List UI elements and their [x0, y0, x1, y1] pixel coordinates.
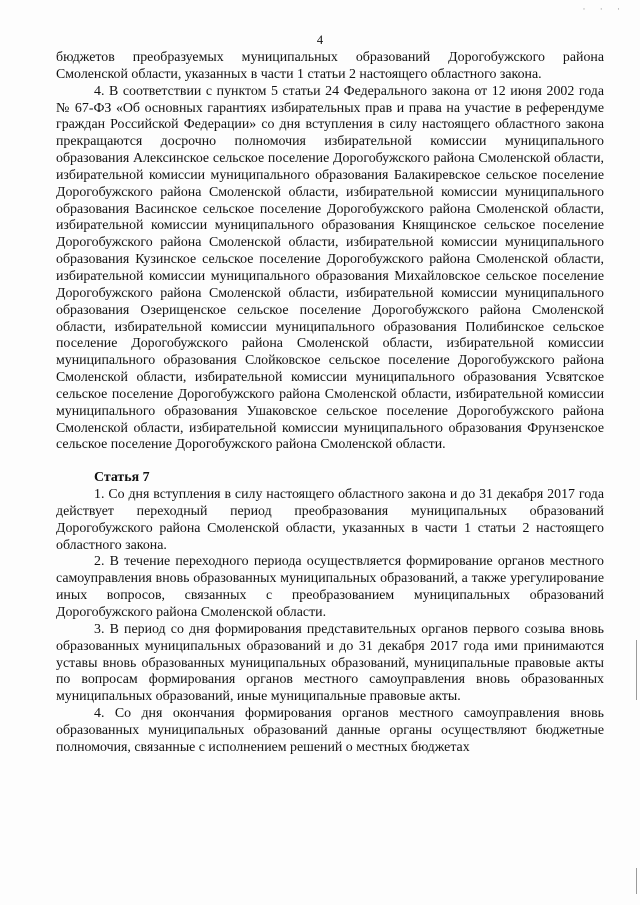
- article-7-heading: Статья 7: [94, 470, 150, 486]
- scan-edge-mark: [636, 640, 637, 700]
- section-gap: [56, 454, 604, 470]
- article-7-paragraph-2: 2. В течение переходного периода осуществляется формирование органов местного самоуправления вновь образованных муниципальных образований, а также урегулирование иных вопросов, связанных с преобразованием муниципальных образований Дорогобужского района Смоленской области.: [56, 554, 604, 620]
- paragraph-4-election-commissions: 4. В соответствии с пунктом 5 статьи 24 Федерального закона от 12 июня 2002 года № 67-ФЗ «Об основных гарантиях избирательных прав и права на участие в референдуме граждан Российской Федерации» со дня вступления в силу настоящего областного закона прекращаются досрочно полномочия избирательной комиссии муниципального образования Алексинское сельское поселение Дорогобужского района Смоленской области, избирательной комиссии муниципального образования Балакиревское сельское поселение Дорогобужского района Смоленской области, избирательной комиссии муниципального образования Васинское сельское поселение Дорогобужского района Смоленской области, избирательной комиссии муниципального образования Княщинское сельское поселение Дорогобужского района Смоленской области, избирательной комиссии муниципального образования Кузинское сельское поселение Дорогобужского района Смоленской области, избирательной комиссии муниципального образования Михайловское сельское поселение Дорогобужского района Смоленской области, избирательной комиссии муниципального образования Озерищенское сельское поселение Дорогобужского района Смоленской области, избирательной комиссии муниципального образования Полибинское сельское поселение Дорогобужского района Смоленской области, избирательной комиссии муниципального образования Слойковское сельское поселение Дорогобужского района Смоленской области, избирательной комиссии муниципального образования Усвятское сельское поселение Дорогобужского района Смоленской области, избирательной комиссии муниципального образования Ушаковское сельское поселение Дорогобужского района Смоленской области, избирательной комиссии муниципального образования Фрунзенское сельское поселение Дорогобужского района Смоленской области.: [56, 83, 604, 453]
- scan-speck-marks: · · ·: [582, 4, 626, 14]
- article-7-paragraph-4: 4. Со дня окончания формирования органов местного самоуправления вновь образованных муниципальных образований данные органы осуществляют бюджетные полномочия, связанные с исполнением решений о местных бюджетах: [56, 706, 604, 755]
- article-7-paragraph-3: 3. В период со дня формирования представительных органов первого созыва вновь образованных муниципальных образований и до 31 декабря 2017 года ими принимаются уставы вновь образованных муниципальных образований, муниципальные правовые акты по вопросам формирования органов местного самоуправления вновь образованных муниципальных образований, иные муниципальные правовые акты.: [56, 621, 604, 705]
- article-7-paragraph-1: 1. Со дня вступления в силу настоящего областного закона и до 31 декабря 2017 года действует переходный период преобразования муниципальных образований Дорогобужского района Смоленской области, указанных в части 1 статьи 2 настоящего областного закона.: [56, 487, 604, 553]
- page-number: 4: [316, 33, 324, 47]
- scan-edge-mark-lower: [636, 868, 637, 894]
- paragraph-continuation: бюджетов преобразуемых муниципальных образований Дорогобужского района Смоленской области, указанных в части 1 статьи 2 настоящего областного закона.: [56, 50, 604, 82]
- document-body: [56, 50, 604, 757]
